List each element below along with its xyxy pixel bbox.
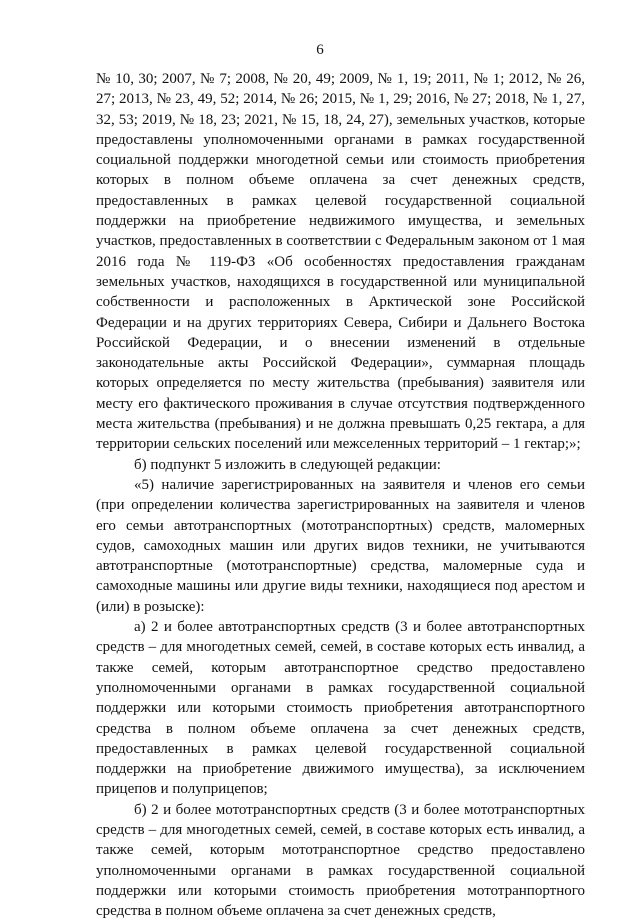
- paragraph-subitem-b-intro: б) подпункт 5 изложить в следующей редакции:: [134, 456, 441, 473]
- paragraph-item-5b: б) 2 и более мототранспортных средств (3 и более мототранспортных средств – для многодетных семей, семей, в составе которых есть инвалид, а также семей, которым мототранспортное средство предоставлено уполномоченными органами в рамках государственной социальной поддержки или которыми стоимость приобретения мототранпортного средства в полном объеме оплачена за счет денежных средств,: [96, 801, 585, 920]
- paragraph-item-5: «5) наличие зарегистрированных на заявителя и членов его семьи (при определении количества зарегистрированных на заявителя и членов его семьи автотранспортных (мототранспортных) средств, маломерных судов, самоходных машин или других видов техники, не учитываются автотранспортные (мототранспортные) средства, маломерные суда и самоходные машины или другие виды техники, находящиеся под арестом и (или) в розыске):: [96, 476, 585, 615]
- page-number: 6: [316, 42, 324, 58]
- document-body: [96, 69, 585, 921]
- paragraph-item-5a: а) 2 и более автотранспортных средств (3 и более автотранспортных средств – для многодетных семей, семей, в составе которых есть инвалид, а также семей, которым автотранспортное средство предоставлено уполномоченными органами в рамках государственной социальной поддержки или которыми стоимость приобретения автотранспортного средства в полном объеме оплачена за счет денежных средств, предоставленных в рамках целевой государственной социальной поддержки на приобретение движимого имущества), за исключением прицепов и полуприцепов;: [96, 619, 585, 798]
- paragraph-continuation: № 10, 30; 2007, № 7; 2008, № 20, 49; 2009, № 1, 19; 2011, № 1; 2012, № 26, 27; 2013, № 23, 49, 52; 2014, № 26; 2015, № 1, 29; 2016, № 27; 2018, № 1, 27, 32, 53; 2019, № 18, 23; 2021, № 15, 18, 24, 27), земельных участков, которые предоставлены уполномоченными органами в рамках государственной социальной поддержки многодетной семьи или стоимость приобретения которых в полном объеме оплачена за счет денежных средств, предоставленных в рамках целевой государственной социальной поддержки на приобретение недвижимого имущества, и земельных участков, предоставленных в соответствии с Федеральным законом от 1 мая 2016 года № 119-ФЗ «Об особенностях предоставления гражданам земельных участков, находящихся в государственной или муниципальной собственности и расположенных в Арктической зоне Российской Федерации и на других территориях Севера, Сибири и Дальнего Востока Российской Федерации, и о внесении изменений в отдельные законодательные акты Российской Федерации», суммарная площадь которых определяется по месту жительства (пребывания) заявителя или месту его фактического проживания в случае отсутствия подтвержденного места жительства (пребывания) и не должна превышать 0,25 гектара, а для территории сельских поселений или межселенных территорий – 1 гектар;»;: [96, 71, 585, 453]
